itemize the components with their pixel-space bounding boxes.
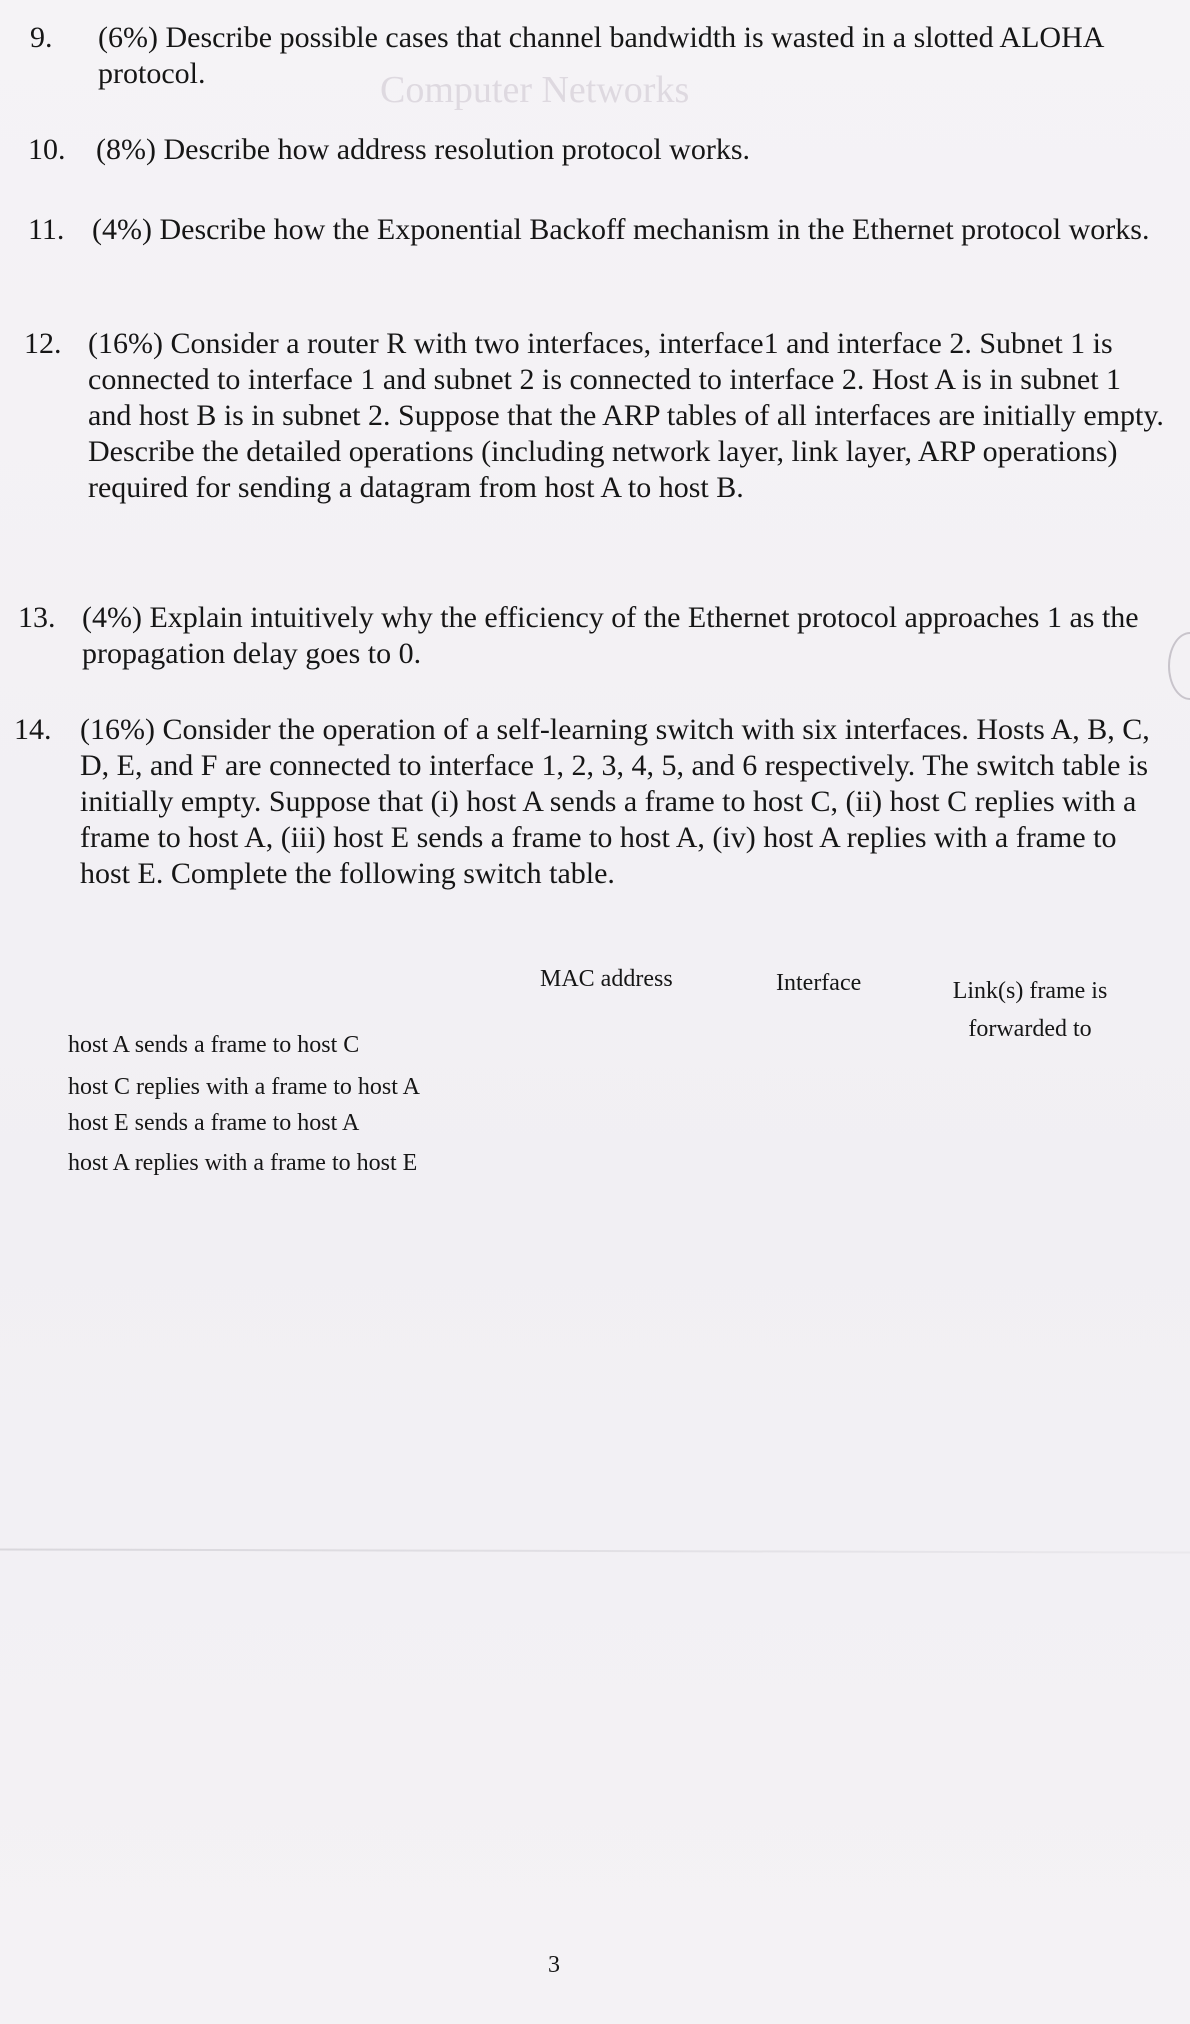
table-row-label: host A replies with a frame to host E <box>68 1150 418 1176</box>
question-number: 10. <box>28 133 66 166</box>
question-text: (16%) Consider the operation of a self-learning switch with six interfaces. Hosts A, B, C, D, E, and F are connected to interface 1, 2, 3, 4, 5, and 6 respectively. The switch table is initially empty. Suppose that (i) host A sends a frame to host C, (ii) host C replies with a frame to host A, (iii) host E sends a frame to host A, (iv) host A replies with a frame to host E. Complete the following switch table. <box>80 713 1150 890</box>
header-interface: Interface <box>776 970 862 996</box>
header-mac-address: MAC address <box>540 966 673 992</box>
question-number: 13. <box>18 601 56 634</box>
question-9 <box>30 20 1130 100</box>
question-10 <box>28 132 1128 172</box>
question-number: 12. <box>24 327 62 360</box>
question-text: (4%) Explain intuitively why the efficiency of the Ethernet protocol approaches 1 as the propagation delay goes to 0. <box>82 601 1139 670</box>
edge-mark <box>1168 632 1190 700</box>
question-12 <box>24 326 1174 556</box>
question-number: 9. <box>30 21 53 54</box>
question-11 <box>28 212 1168 292</box>
question-13 <box>18 600 1168 680</box>
question-number: 11. <box>28 213 65 246</box>
table-row-label: host C replies with a frame to host A <box>68 1074 420 1100</box>
table-row-label: host E sends a frame to host A <box>68 1110 360 1136</box>
page-number: 3 <box>548 1952 560 1978</box>
paper-fold <box>0 1548 1190 1553</box>
question-text: (8%) Describe how address resolution protocol works. <box>96 133 751 166</box>
question-number: 14. <box>14 713 52 746</box>
bleed-through-header: Computer Networks <box>380 69 690 111</box>
question-text: (6%) Describe possible cases that channel bandwidth is wasted in a slotted ALOHA protocol. <box>98 21 1103 90</box>
table-row-label: host A sends a frame to host C <box>68 1032 360 1058</box>
question-text: (4%) Describe how the Exponential Backoff mechanism in the Ethernet protocol works. <box>92 213 1150 246</box>
header-links-forwarded: Link(s) frame is forwarded to <box>952 978 1108 1042</box>
question-text: (16%) Consider a router R with two interfaces, interface1 and interface 2. Subnet 1 is connected to interface 1 and subnet 2 is connected to interface 2. Host A is in subnet 1 and host B is in subnet 2. Suppose that the ARP tables of all interfaces are initially empty. Describe the detailed operations (including network layer, link layer, ARP operations) required for sending a datagram from host A to host B. <box>88 327 1164 504</box>
question-14 <box>14 712 1174 942</box>
